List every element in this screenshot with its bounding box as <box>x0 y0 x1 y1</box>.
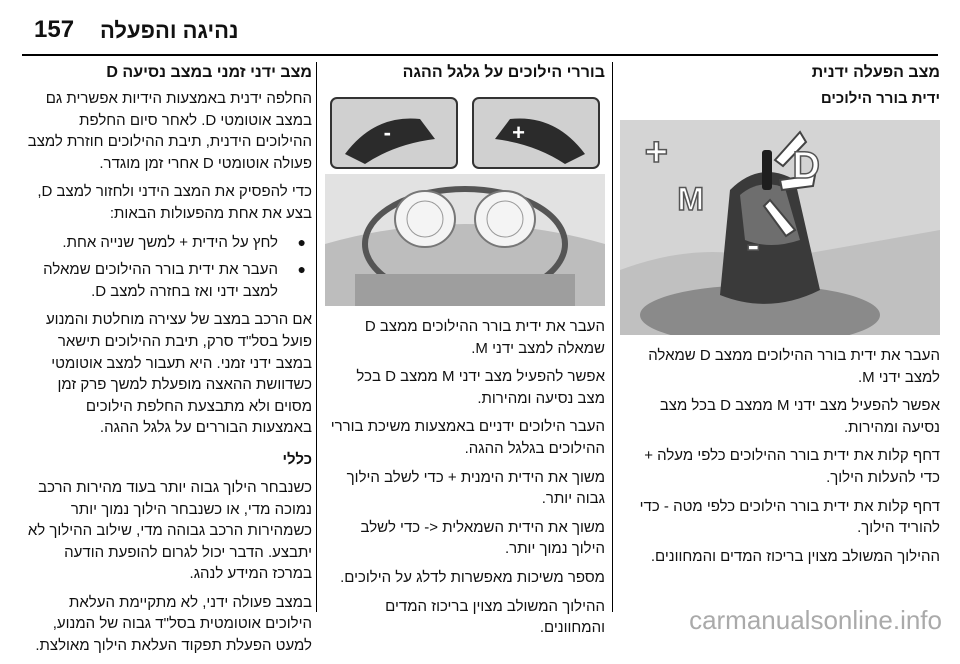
list-item: ● לחץ על הידית + למשך שנייה אחת. <box>22 232 312 254</box>
minus-label: - <box>746 223 760 267</box>
plus-label: + <box>644 130 668 174</box>
bullet-icon: ● <box>297 261 306 278</box>
page-number: 157 <box>34 16 75 43</box>
paragraph: העבר הילוכים ידניים באמצעות משיכת בוררי ההילוכים בגלגל ההגה. <box>330 418 605 457</box>
paragraph: אפשר להפעיל מצב ידני M ממצב D בכל מצב נסיעה ומהירות. <box>356 368 605 407</box>
sub-heading: כללי <box>282 450 312 468</box>
left-paddle-minus-label: - <box>383 120 391 145</box>
gear-selector-illustration <box>620 120 940 335</box>
bullet-icon: ● <box>297 233 306 250</box>
paragraph: ההילוך המשולב מצוין בריכוז המדים והמחוונים. <box>385 597 605 637</box>
page-header <box>0 0 960 52</box>
section-heading: מצב ידני זמני במצב נסיעה D <box>106 64 312 81</box>
list-item: ● העבר את ידית בורר ההילוכים שמאלה למצב ידני ואז בחזרה למצב D. <box>43 261 306 300</box>
left-column <box>22 62 312 664</box>
sub-heading: ידית בורר הילוכים <box>820 90 940 107</box>
section-heading: מצב הפעלה ידנית <box>811 64 940 81</box>
paragraph: החלפה ידנית באמצעות הידיות אפשרית גם במצב אוטומטי D. לאחר סיום החלפת ההילוכים הידנית, תיבת ההילוכים חוזרת למצב פעולה אוטומטי D אחרי זמן מוגדר. <box>27 90 312 172</box>
paragraph: העבר את ידית בורר ההילוכים ממצב D שמאלה למצב ידני M. <box>648 347 940 386</box>
paragraph: משוך את הידית הימנית + כדי לשלב הילוך גבוה יותר. <box>346 468 605 508</box>
steering-paddles-illustration <box>325 94 605 306</box>
paragraph: דחף קלות את ידית בורר הילוכים כלפי מטה - כדי להוריד הילוך. <box>639 497 940 537</box>
position-d-label: D <box>792 145 820 187</box>
column-divider <box>316 62 317 612</box>
middle-column <box>325 62 605 646</box>
paragraph: דחף קלות את ידית בורר ההילוכים כלפי מעלה + כדי להעלות הילוך. <box>644 447 940 486</box>
paragraph: במצב פעולה ידני, לא מתקיימת העלאת הילוכים אוטומטית בסל"ד גבוה של המנוע, למעט הפעלת תפקוד העלאת הילוך מאולצת. <box>35 593 312 655</box>
paragraph: אם הרכב במצב של עצירה מוחלטת והמנוע פועל בסל"ד סרק, תיבת ההילוכים תישאר במצב ידני זמני. היא תעבור למצב אוטומטי כשדוושת ההאצה מופעלת למשך פרק זמן מסוים ולא מתבצעת החלפת הילוכים באמצעות הבוררים על גלגל ההגה. <box>45 311 312 437</box>
paragraph: אפשר להפעיל מצב ידני M ממצב D בכל מצב נסיעה ומהירות. <box>659 397 940 436</box>
header-rule <box>22 54 938 56</box>
chapter-title: נהיגה והפעלה <box>100 18 239 43</box>
bullet-list <box>22 232 312 303</box>
paragraph: כשנבחר הילוך גבוה יותר בעוד מהירות הרכב נמוכה מדי, או כשנבחר הילוך נמוך יותר כשמהירות הרכב גבוהה מדי, שילוב ההילוך לא יתבצע. הדבר יכול לגרום להופעת הודעה במרכז המידע לנהג. <box>27 478 312 583</box>
right-column <box>620 62 940 574</box>
paragraph: ההילוך המשולב מצוין בריכוז המדים והמחוונים. <box>650 547 940 565</box>
paragraph: העבר את ידית בורר ההילוכים ממצב D שמאלה למצב ידני M. <box>364 318 605 357</box>
paragraph: כדי להפסיק את המצב הידני ולחזור למצב D, בצע את אחת מהפעולות הבאות: <box>37 183 312 222</box>
paragraph: משוך את הידית השמאלית <- כדי לשלב הילוך נמוך יותר. <box>360 518 605 558</box>
position-m-label: M <box>677 181 704 217</box>
right-paddle-plus-label: + <box>512 120 525 145</box>
paragraph: מספר משיכות מאפשרות לדלג על הילוכים. <box>340 568 605 586</box>
section-heading: בוררי הילוכים על גלגל ההגה <box>402 64 605 81</box>
watermark: carmanualsonline.info <box>689 605 942 635</box>
column-divider <box>612 62 613 612</box>
